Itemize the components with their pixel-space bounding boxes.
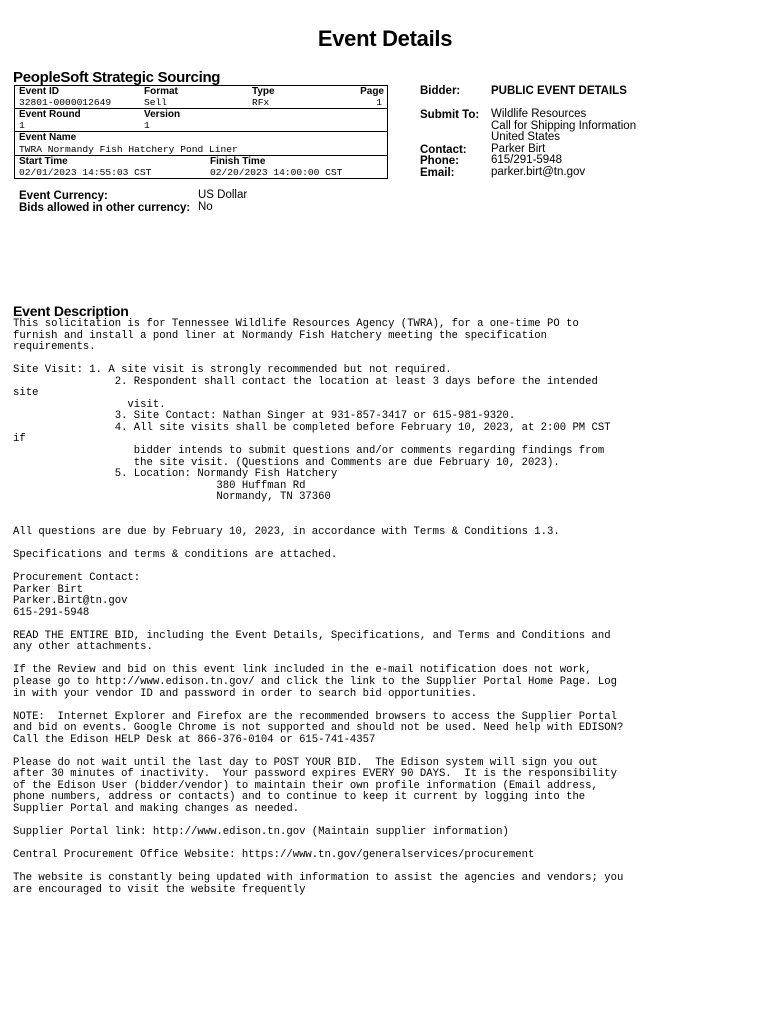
start-time-value: 02/01/2023 14:55:03 CST — [19, 167, 152, 178]
description-line: visit. — [13, 398, 166, 411]
description-line: furnish and install a pond liner at Normandy Fish Hatchery meeting the specification — [13, 329, 548, 342]
description-line: 5. Location: Normandy Fish Hatchery — [13, 468, 338, 481]
description-line: 615-291-5948 — [13, 606, 90, 619]
start-time-label: Start Time — [19, 156, 68, 167]
contact-value: Parker Birt — [491, 142, 546, 155]
event-description-text — [13, 319, 763, 896]
event-name-row — [15, 132, 387, 156]
submit-to-line-3: United States — [491, 131, 561, 144]
contact-label: Contact: — [420, 143, 467, 156]
email-value: parker.birt@tn.gov — [491, 166, 586, 178]
description-line: after 30 minutes of inactivity. Your password expires EVERY 90 DAYS. It is the responsibility — [13, 768, 617, 781]
description-line: Please do not wait until the last day to POST YOUR BID. The Edison system will sign you out — [13, 756, 598, 769]
description-line: any other attachments. — [13, 641, 153, 654]
description-line: if — [13, 433, 26, 446]
submit-to-line-1: Wildlife Resources — [491, 108, 587, 120]
event-round-label: Event Round — [19, 109, 81, 120]
description-line: If the Review and bid on this event link included in the e-mail notification does not work, — [13, 664, 592, 677]
description-line: of the Edison User (bidder/vendor) to maintain their own profile information (Email address, — [13, 779, 598, 792]
description-line: Supplier Portal and making changes as needed. — [13, 802, 300, 815]
description-line: please go to http://www.edison.tn.gov/ and click the link to the Supplier Portal Home Page. Log — [13, 675, 617, 688]
description-line: are encouraged to visit the website frequently — [13, 883, 306, 896]
version-value: 1 — [144, 120, 150, 131]
finish-time-label: Finish Time — [210, 156, 266, 167]
description-line: site — [13, 387, 39, 400]
event-id-row — [15, 86, 387, 109]
description-line: Parker.Birt@tn.gov — [13, 595, 128, 608]
phone-label: Phone: — [420, 155, 459, 168]
bidder-value: PUBLIC EVENT DETAILS — [491, 85, 627, 97]
other-currency-value: No — [198, 201, 213, 213]
other-currency-label: Bids allowed in other currency: — [19, 202, 191, 214]
description-line: the site visit. (Questions and Comments are due February 10, 2023). — [13, 456, 560, 469]
organization-heading: PeopleSoft Strategic Sourcing — [13, 69, 221, 86]
event-id-label: Event ID — [19, 86, 60, 97]
event-currency-label: Event Currency: — [19, 190, 108, 202]
phone-value: 615/291-5948 — [491, 154, 562, 167]
description-line: Call the Edison HELP Desk at 866-376-0104 or 615-741-4357 — [13, 733, 376, 746]
description-line: 2. Respondent shall contact the location at least 3 days before the intended — [13, 375, 598, 388]
description-line: 380 Huffman Rd — [13, 479, 306, 492]
description-line: Specifications and terms & conditions are attached. — [13, 548, 338, 561]
description-line: This solicitation is for Tennessee Wildlife Resources Agency (TWRA), for a one-time PO to — [13, 318, 579, 330]
description-line: phone numbers, address or contacts) and to continue to keep it current by logging into the — [13, 791, 586, 804]
type-label: Type — [252, 86, 275, 97]
event-info-box — [14, 85, 388, 179]
event-name-value: TWRA Normandy Fish Hatchery Pond Liner — [19, 144, 238, 155]
email-label: Email: — [420, 167, 455, 179]
event-id-value: 32801-0000012649 — [19, 97, 112, 108]
description-line: 3. Site Contact: Nathan Singer at 931-857-3417 or 615-981-9320. — [13, 410, 516, 423]
description-line: Parker Birt — [13, 583, 83, 596]
page-label: Page — [360, 86, 384, 97]
description-line: Normandy, TN 37360 — [13, 491, 331, 504]
submit-to-line-2: Call for Shipping Information — [491, 119, 637, 132]
event-description-heading: Event Description — [13, 303, 129, 319]
description-line: Supplier Portal link: http://www.edison.tn.gov (Maintain supplier information) — [13, 826, 509, 839]
description-line: 4. All site visits shall be completed before February 10, 2023, at 2:00 PM CST — [13, 421, 611, 434]
format-value: Sell — [144, 97, 168, 108]
event-time-row — [15, 156, 387, 178]
version-label: Version — [144, 109, 181, 120]
description-line: in with your vendor ID and password in order to search bid opportunities. — [13, 687, 478, 700]
event-round-value: 1 — [19, 120, 25, 131]
submit-to-label: Submit To: — [420, 109, 480, 121]
description-line: bidder intends to submit questions and/or comments regarding findings from — [13, 445, 605, 458]
description-line: Procurement Contact: — [13, 572, 141, 585]
page-title: Event Details — [317, 26, 453, 51]
description-line: requirements. — [13, 341, 96, 354]
description-line: READ THE ENTIRE BID, including the Event Details, Specifications, and Terms and Conditions and — [13, 629, 611, 642]
finish-time-value: 02/20/2023 14:00:00 CST — [210, 167, 343, 178]
description-line: and bid on events. Google Chrome is not supported and should not be used. Need help with EDISON? — [13, 722, 624, 735]
type-value: RFx — [252, 97, 270, 108]
description-line: All questions are due by February 10, 2023, in accordance with Terms & Conditions 1.3. — [13, 525, 560, 538]
description-line: Site Visit: 1. A site visit is strongly recommended but not required. — [13, 364, 452, 377]
bidder-label: Bidder: — [420, 85, 461, 97]
description-line: The website is constantly being updated with information to assist the agencies and vendors; you — [13, 872, 624, 885]
event-round-row — [15, 109, 387, 132]
page-value: 1 — [376, 97, 382, 108]
event-name-label: Event Name — [19, 132, 77, 143]
description-line: NOTE: Internet Explorer and Firefox are the recommended browsers to access the Supplier Portal — [13, 710, 617, 723]
description-line: Central Procurement Office Website: https://www.tn.gov/generalservices/procurement — [13, 849, 535, 862]
format-label: Format — [144, 86, 178, 97]
event-currency-value: US Dollar — [198, 189, 248, 201]
